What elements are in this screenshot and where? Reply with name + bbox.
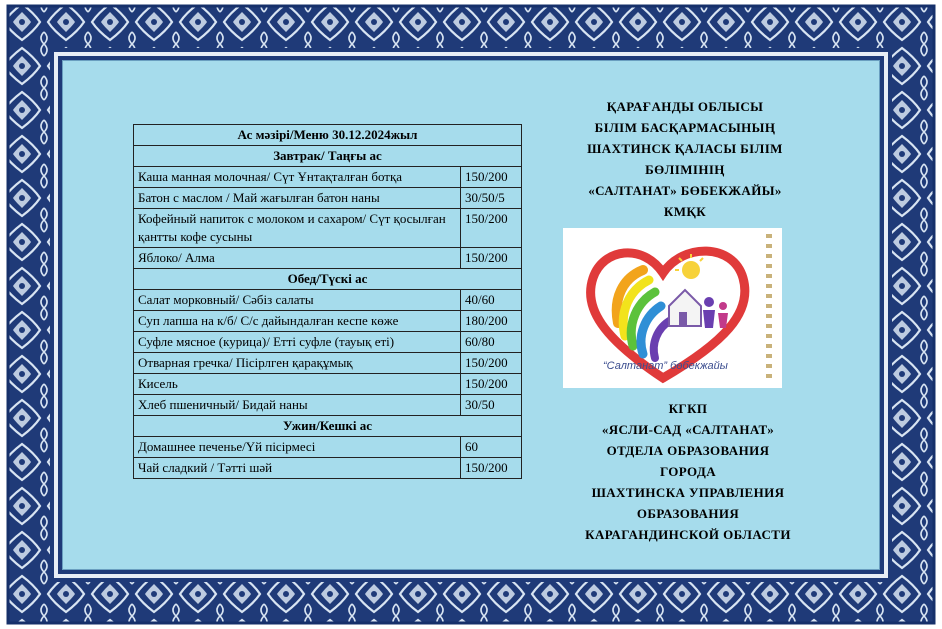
table-row [134, 290, 522, 311]
dish-portion: 150/200 [461, 374, 522, 395]
table-row [134, 248, 522, 269]
table-row [134, 374, 522, 395]
header-line: ҚАРАҒАНДЫ ОБЛЫСЫ [606, 99, 764, 114]
kindergarten-logo [563, 228, 782, 388]
header-line: БӨЛІМІНІҢ [645, 162, 725, 177]
table-row [134, 209, 522, 248]
dish-name: Кофейный напиток с молоком и сахаром/ Сүт қосылған қантты кофе сусыны [134, 209, 461, 248]
dish-name: Каша манная молочная/ Сүт Ұнтақталған ботқа [134, 167, 461, 188]
dish-name: Отварная гречка/ Пісірлген қарақұмық [134, 353, 461, 374]
footer-line: ГОРОДА [659, 464, 717, 479]
table-row [134, 332, 522, 353]
dish-name: Чай сладкий / Тәтті шәй [134, 458, 461, 479]
footer-line: ОБРАЗОВАНИЯ [636, 506, 740, 521]
organization-header-kz [545, 96, 825, 222]
table-row [134, 458, 522, 479]
dish-portion: 150/200 [461, 353, 522, 374]
header-line: ШАХТИНСК ҚАЛАСЫ БІЛІМ [587, 141, 783, 156]
section-heading-row [134, 269, 522, 290]
dish-portion: 60 [461, 437, 522, 458]
dish-portion: 60/80 [461, 332, 522, 353]
section-heading-breakfast: Завтрак/ Таңғы ас [134, 146, 522, 167]
dish-name: Яблоко/ Алма [134, 248, 461, 269]
menu-title: Ас мәзірі/Меню 30.12.2024жыл [134, 125, 522, 146]
footer-line: ШАХТИНСКА УПРАВЛЕНИЯ [591, 485, 785, 500]
dish-portion: 150/200 [461, 167, 522, 188]
dish-portion: 30/50/5 [461, 188, 522, 209]
dish-portion: 150/200 [461, 209, 522, 248]
footer-line: «ЯСЛИ-САД «САЛТАНАТ» [601, 422, 775, 437]
dish-portion: 30/50 [461, 395, 522, 416]
table-row [134, 437, 522, 458]
dish-name: Домашнее печенье/Үй пісірмесі [134, 437, 461, 458]
dish-portion: 150/200 [461, 458, 522, 479]
section-heading-lunch: Обед/Түскі ас [134, 269, 522, 290]
dish-portion: 180/200 [461, 311, 522, 332]
dish-portion: 150/200 [461, 248, 522, 269]
header-line: «САЛТАНАТ» БӨБЕКЖАЙЫ» [588, 183, 782, 198]
organization-footer-ru [548, 398, 828, 545]
dish-name: Кисель [134, 374, 461, 395]
menu-title-row [134, 125, 522, 146]
section-heading-row [134, 146, 522, 167]
dish-name: Суп лапша на к/б/ С/с дайындалған кеспе көже [134, 311, 461, 332]
dish-portion: 40/60 [461, 290, 522, 311]
table-row [134, 311, 522, 332]
menu-table [133, 124, 522, 479]
table-row [134, 188, 522, 209]
dish-name: Батон с маслом / Май жағылған батон наны [134, 188, 461, 209]
dish-name: Хлеб пшеничный/ Бидай наны [134, 395, 461, 416]
header-line: БІЛІМ БАСҚАРМАСЫНЫҢ [594, 120, 776, 135]
section-heading-dinner: Ужин/Кешкі ас [134, 416, 522, 437]
table-row [134, 395, 522, 416]
footer-line: КАРАГАНДИНСКОЙ ОБЛАСТИ [585, 527, 791, 542]
logo-caption: “Салтанат” бөбекжайы [603, 360, 728, 372]
footer-line: КГКП [668, 401, 708, 416]
dish-name: Суфле мясное (курица)/ Етті суфле (тауық еті) [134, 332, 461, 353]
footer-line: ОТДЕЛА ОБРАЗОВАНИЯ [606, 443, 770, 458]
table-row [134, 167, 522, 188]
table-row [134, 353, 522, 374]
section-heading-row [134, 416, 522, 437]
header-line: КМҚК [663, 204, 707, 219]
dish-name: Салат морковный/ Сәбіз салаты [134, 290, 461, 311]
